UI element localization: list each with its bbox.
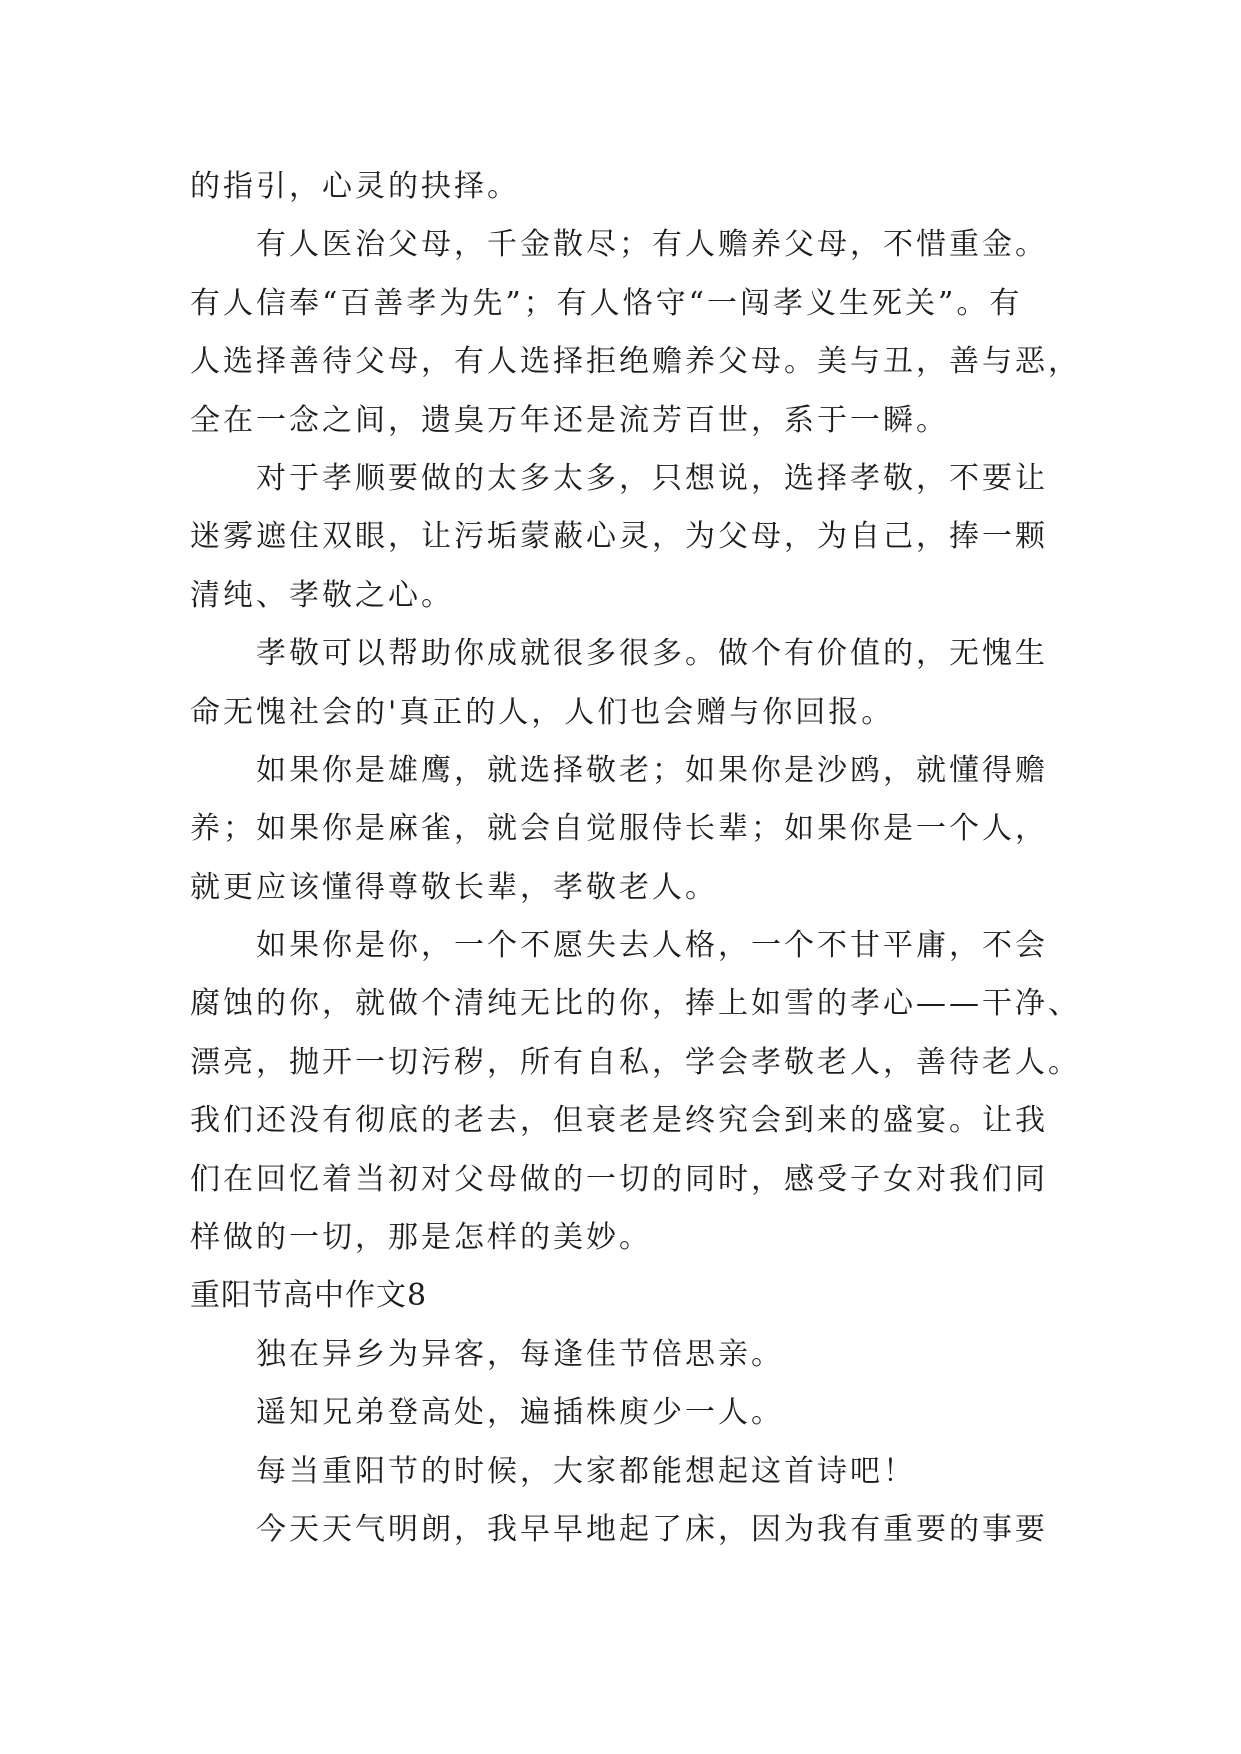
text-line: 我们还没有彻底的老去，但衰老是终究会到来的盛宴。让我	[190, 1103, 1048, 1139]
paragraph-start-line: 今天天气明朗，我早早地起了床，因为我有重要的事要	[256, 1511, 1048, 1547]
paragraph-start-line: 如果你是你，一个不愿失去人格，一个不甘平庸，不会	[256, 928, 1048, 964]
text-line: 漂亮，抛开一切污秽，所有自私，学会孝敬老人，善待老人。	[190, 1044, 1081, 1080]
document-body	[190, 158, 1081, 1559]
text-line: 们在回忆着当初对父母做的一切的同时，感受子女对我们同	[190, 1161, 1048, 1197]
text-line: 样做的一切，那是怎样的美妙。	[190, 1220, 652, 1256]
text-line: 全在一念之间，遗臭万年还是流芳百世，系于一瞬。	[190, 402, 949, 438]
poem-line: 独在异乡为异客，每逢佳节倍思亲。	[256, 1336, 784, 1372]
section-heading: 重阳节高中作文8	[190, 1278, 428, 1314]
text-line: 养；如果你是麻雀，就会自觉服侍长辈；如果你是一个人，	[190, 811, 1048, 847]
paragraph-start-line: 如果你是雄鹰，就选择敬老；如果你是沙鸥，就懂得赡	[256, 752, 1048, 788]
text-line: 腐蚀的你，就做个清纯无比的你，捧上如雪的孝心——干净、	[190, 986, 1081, 1022]
text-line: 迷雾遮住双眼，让污垢蒙蔽心灵，为父母，为自己，捧一颗	[190, 519, 1048, 555]
paragraph-start-line: 对于孝顺要做的太多太多，只想说，选择孝敬，不要让	[256, 460, 1048, 496]
paragraph-start-line: 每当重阳节的时候，大家都能想起这首诗吧！	[256, 1453, 916, 1489]
text-line: 人选择善待父母，有人选择拒绝赡养父母。美与丑，善与恶，	[190, 344, 1081, 380]
text-line: 有人信奉“百善孝为先”；有人恪守“一闯孝义生死关”。有	[190, 285, 1023, 321]
text-line: 清纯、孝敬之心。	[190, 577, 454, 613]
text-line: 就更应该懂得尊敬长辈，孝敬老人。	[190, 869, 718, 905]
text-line: 命无愧社会的'真正的人，人们也会赠与你回报。	[190, 694, 895, 730]
paragraph-start-line: 有人医治父母，千金散尽；有人赡养父母，不惜重金。	[256, 227, 1048, 263]
poem-line: 遥知兄弟登高处，遍插株庾少一人。	[256, 1395, 784, 1431]
paragraph-start-line: 孝敬可以帮助你成就很多很多。做个有价值的，无愧生	[256, 636, 1048, 672]
text-line: 的指引，心灵的抉择。	[190, 169, 520, 204]
